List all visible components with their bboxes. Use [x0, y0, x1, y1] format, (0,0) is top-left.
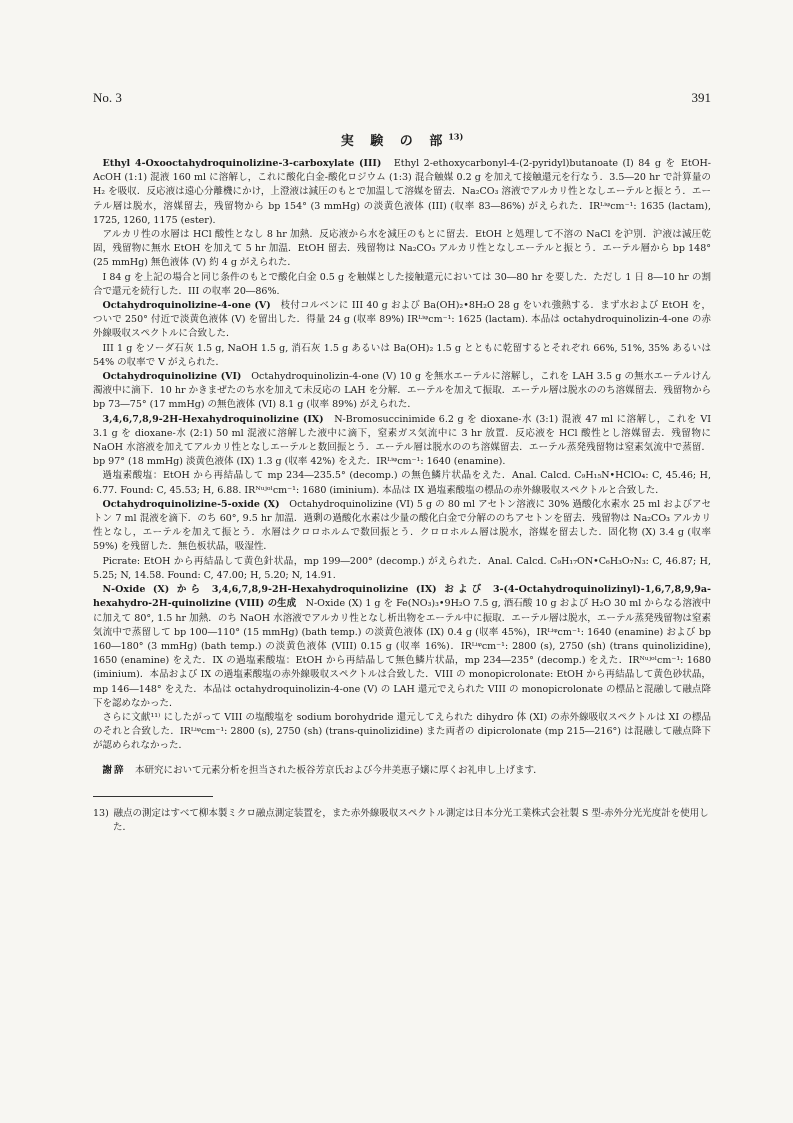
acknowledgement-heading: 謝辞: [102, 764, 126, 776]
footnote-marker: 13): [93, 807, 109, 819]
paragraph-text: 過塩素酸塩：EtOH から再結晶して mp 234―235.5° (decomp.) の無色鱗片状晶をえた．Anal. Calcd. C₉H₁₅N•HClO₄: C, 45.46; H, 6.77. Found: C, 45.53; H, 6.88. IRᴺᵘʲᵒˡcm⁻¹: 1680 (iminium). 本品は IX 過塩素酸塩の標品の赤外線吸収スペクトルと合致した．: [93, 470, 711, 496]
compound-heading: N-Oxide (X) から 3,4,6,7,8,9-2H-Hexahydroquinolizine (IX) および 3-(4-Octahydroquinolizinyl)-1,6,7,8,9,9a-hexahydro-2H-quinolizine (VIII) の生成: [93, 584, 711, 610]
acknowledgement: [93, 764, 711, 778]
compound-heading: Octahydroquinolizine (VI): [102, 371, 242, 383]
paragraph-text: さらに文献¹¹⁾ にしたがって VIII の塩酸塩を sodium borohydride 還元してえられた dihydro 体 (XI) の赤外線吸収スペクトルは XI の標品のそれと合致した．IRᴸⁱᵠcm⁻¹: 2800 (s), 2750 (sh) (trans-quinolizidine) また両者の dipicrolonate (mp 215―216°) は混融して融点降下が認められなかった．: [93, 711, 711, 752]
paragraph: [93, 342, 711, 370]
paragraph-text: N-Oxide (X) 1 g を Fe(NO₃)₃•9H₂O 7.5 g, 酒石酸 10 g および H₂O 30 ml からなる溶液中に加えて 80°, 1.5 hr 加熱．のち NaOH 水溶液でアルカリ性となし析出物をエーテル中に振取．エーテル層は脱水，エーテル蒸発残留物は窒素気流中で蒸留して bp 100―110° (15 mmHg) (bath temp.) の淡黄色液体 (IX) 0.4 g (収率 45%)，IRᴸⁱᵠcm⁻¹: 1640 (enamine) および bp 160―180° (3 mmHg) (bath temp.) の淡黄色液体 (VIII) 0.15 g (収率 16%)．IRᴸⁱᵠcm⁻¹: 2800 (s), 2750 (sh) (trans quinolizidine), 1650 (enamine) をえた．IX の過塩素酸塩：EtOH から再結晶して無色鱗片状晶，mp 234―235° (decomp.) をえた．IRᴺᵘʲᵒˡcm⁻¹: 1680 (iminium)．本品および IX の過塩素酸塩の赤外線吸収スペクトルは合致した．VIII の monopicrolonate: EtOH から再結晶して黄色砂状晶，mp 146―148° をえた．本品は octahydroquinolizin-4-one (V) の LAH 還元でえられた VIII の monopicrolonate の標品と混融して融点降下を認めなかった．: [93, 598, 711, 709]
compound-heading: 3,4,6,7,8,9-2H-Hexahydroquinolizine (IX): [102, 413, 324, 425]
paragraph: [93, 157, 711, 228]
paragraph-text: I 84 g を上記の場合と同じ条件のもとで酸化白金 0.5 g を触媒とした接触還元においては 30―80 hr を要した．ただし 1 日 8―10 hr の割合で還元を続行した．III の収率 20―86%.: [93, 271, 711, 297]
paragraph-text: III 1 g をソーダ石灰 1.5 g, NaOH 1.5 g, 消石灰 1.5 g あるいは Ba(OH)₂ 1.5 g とともに乾留するとそれぞれ 66%, 51%, 35% あるいは 54% の収率で V がえられた．: [93, 342, 711, 368]
running-head: [93, 90, 711, 108]
paragraph: [93, 711, 711, 754]
section-title-text: 実 験 の 部: [340, 134, 449, 149]
page-number: 391: [691, 90, 711, 105]
footnote: [93, 807, 711, 835]
section-title: [93, 130, 711, 149]
paragraph: [93, 413, 711, 470]
paragraph: [93, 583, 711, 711]
paragraph: [93, 228, 711, 271]
paragraph-text: 枝付コルベンに III 40 g および Ba(OH)₂•8H₂O 28 g をいれ強熱する．まず水および EtOH を，ついで 250° 付近で淡黄色液体 (V) を留出した．得量 24 g (収率 89%) IRᴸⁱᵠcm⁻¹: 1625 (lactam). 本品は octahydroquinolizin-4-one の赤外線吸収スペクトルに合致した．: [93, 300, 711, 340]
experimental-body: [93, 157, 711, 754]
paragraph-text: Ethyl 2-ethoxycarbonyl-4-(2-pyridyl)butanoate (I) 84 g を EtOH-AcOH (1:1) 混液 160 ml に溶解し，これに酸化白金-酸化ロジウム (1:3) 混合触媒 0.2 g を加えて接触還元を行なう．3.5―20 hr で計算量の H₂ を吸収．反応液は遠心分離機にかけ，上澄液は減圧のもとで加温して溶媒を留去．Na₂CO₃ 溶液でアルカリ性となしエーテルと振とう．エーテル層は脱水，溶媒留去，残留物から bp 154° (3 mmHg) の淡黄色液体 (III) (収率 83―86%) がえられた．IRᴸⁱᵠcm⁻¹: 1635 (lactam), 1725, 1260, 1175 (ester).: [93, 158, 711, 226]
paragraph-text: アルカリ性の水層は HCl 酸性となし 8 hr 加熱．反応液から水を減圧のもとに留去．EtOH と処理して不溶の NaCl を沪別．沪液は減圧乾固，残留物に無水 EtOH を加えて 5 hr 加温．EtOH 留去．残留物は Na₂CO₃ アルカリ性となしエーテルと振とう．エーテル層から bp 148° (25 mmHg) 無色液体 (V) 約 4 g がえられた．: [93, 229, 711, 269]
paragraph-text: Octahydroquinolizine (VI) 5 g の 80 ml アセトン溶液に 30% 過酸化水素水 25 ml およびアセトン 7 ml 混液を滴下．のち 60°, 9.5 hr 加温．過剰の過酸化水素は少量の酸化白金で分解ののちアセトンを留去．残留物は Na₂CO₃ アルカリ性となし，エーテルを加えて振とう．水層はクロロホルムで数回振とう．クロロホルム層は脱水，溶媒を留去した．固化物 (X) 3.4 g (収率 59%) を残留した．無色板状晶，吸湿性．: [93, 498, 711, 553]
compound-heading: Octahydroquinolizine-5-oxide (X): [102, 498, 280, 510]
journal-number: No. 3: [93, 90, 122, 105]
paragraph: [93, 555, 711, 583]
paragraph-text: N-Bromosuccinimide 6.2 g を dioxane-水 (3:1) 混液 47 ml に溶解し，これを VI 3.1 g を dioxane-水 (2:1) 50 ml 混液に溶解した液中に滴下，窒素ガス気流中に 3 hr 放置．反応液を HCl 酸性とし溶媒留去．残留物に NaOH 水溶液を加えてアルカリ性となしエーテルと数回振とう．エーテル層は脱水ののち溶媒留去．エーテル蒸発残留物は窒素気流中で蒸留．bp 97° (18 mmHg) 淡黄色液体 (IX) 1.3 g (収率 42%) をえた．IRᴸⁱᵠcm⁻¹: 1640 (enamine).: [93, 413, 711, 468]
compound-heading: Ethyl 4-Oxooctahydroquinolizine-3-carboxylate (III): [102, 158, 382, 169]
page: [93, 90, 711, 835]
paragraph-text: Octahydroquinolizin-4-one (V) 10 g を無水エーテルに溶解し，これを LAH 3.5 g の無水エーテルけん濁液中に滴下．10 hr かきまぜたのち水を加えて未反応の LAH を分解．エーテルを加えて振取．エーテル層は脱水ののち溶媒留去．残留物から bp 73―75° (17 mmHg) の無色液体 (VI) 8.1 g (収率 89%) がえられた．: [93, 371, 711, 411]
footnote-text: 融点の測定はすべて柳本製ミクロ融点測定装置を，また赤外線吸収スペクトル測定は日本分光工業株式会社製 S 型-赤外分光光度計を使用した．: [113, 807, 709, 833]
paragraph: [93, 271, 711, 299]
acknowledgement-text: 本研究において元素分析を担当された板谷芳京氏および今井美恵子嬢に厚くお礼申し上げます．: [125, 764, 543, 776]
paragraph: [93, 299, 711, 342]
footnote-divider: [93, 796, 213, 797]
paragraph-text: Picrate: EtOH から再結晶して黄色針状晶，mp 199―200° (decomp.) がえられた．Anal. Calcd. C₉H₁₇ON•C₆H₃O₇N₃: C, 46.87; H, 5.25; N, 14.58. Found: C, 47.00; H, 5.20; N, 14.91.: [93, 555, 711, 581]
paragraph: [93, 469, 711, 497]
compound-heading: Octahydroquinolizine-4-one (V): [102, 300, 271, 312]
section-title-note-ref: 13): [448, 131, 464, 142]
paragraph: [93, 370, 711, 413]
paragraph: [93, 498, 711, 555]
